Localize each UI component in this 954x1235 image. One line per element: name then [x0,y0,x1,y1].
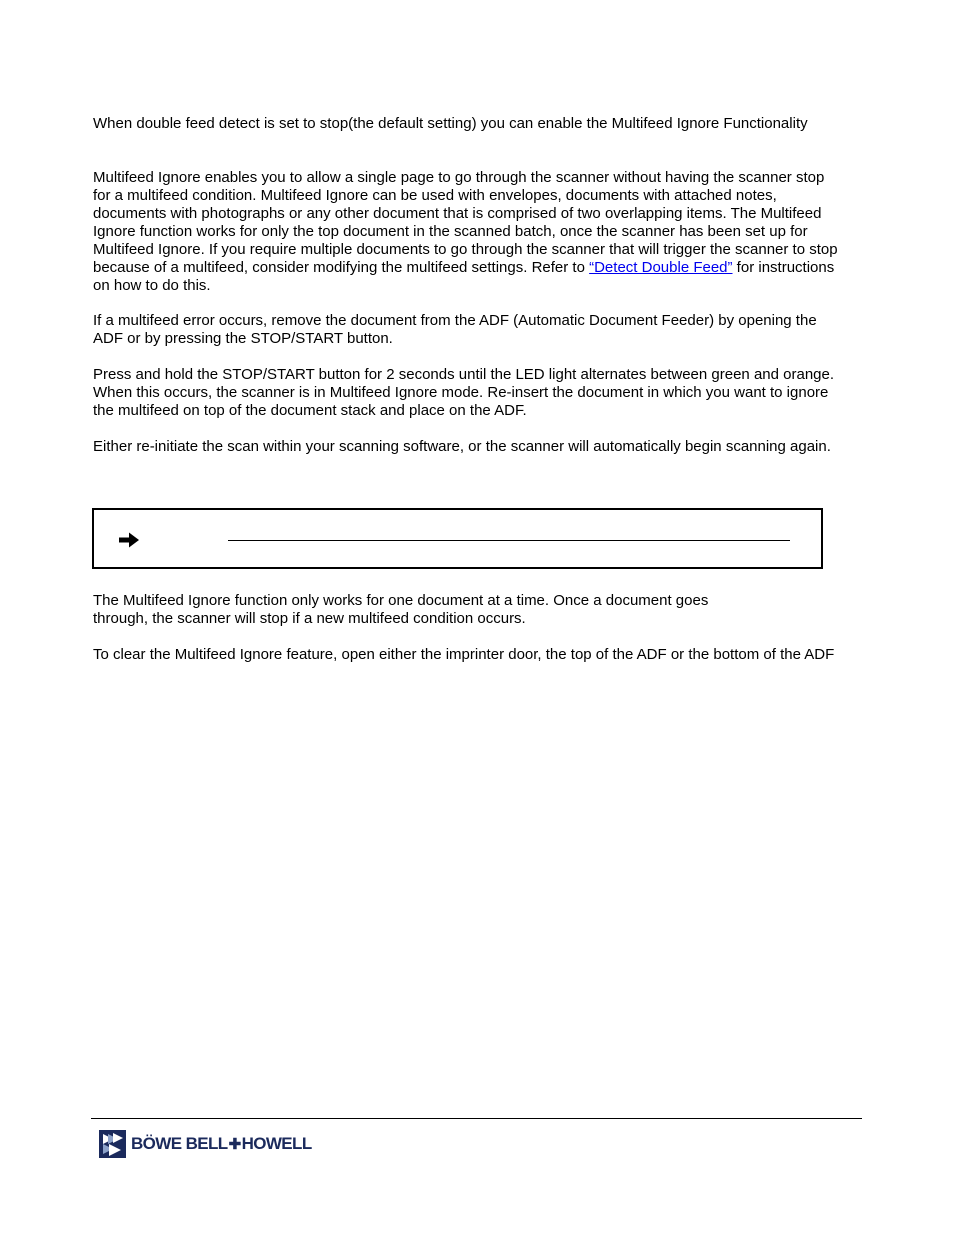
chevron-stripes-icon [99,1130,126,1158]
logo-wordmark-left: BÖWE BELL [131,1134,228,1153]
paragraph-clear-feature: To clear the Multifeed Ignore feature, open either the imprinter door, the top of the ADF or the bottom of the ADF [93,646,835,663]
paragraph-one-document: The Multifeed Ignore function only works for one document at a time. Once a document goes through, the scanner will stop if a new multifeed condition occurs. [93,592,709,627]
note-box [92,508,823,569]
paragraph-intro: When double feed detect is set to stop(the default setting) you can enable the Multifeed Ignore Functionality [93,115,808,132]
logo-plus-icon: ✚ [228,1136,241,1153]
logo-wordmark-right: HOWELL [241,1134,312,1153]
paragraph-multifeed-description-text: Multifeed Ignore enables you to allow a single page to go through the scanner without having the scanner stop for a multifeed condition. Multifeed Ignore can be used with envelopes, documents with attached notes, documents with photographs or any other document that is comprised of two overlapping items. The Multifeed Ignore function works for only the top document in the scanned batch, once the scanner has been set up for Multifeed Ignore. If you require multiple documents to go through the scanner that will trigger the scanner to stop because of a multifeed, consider modifying the multifeed settings. Refer to [93,169,838,276]
detect-double-feed-link[interactable]: “Detect Double Feed” [589,259,733,276]
note-divider [228,540,790,541]
paragraph-multifeed-error: If a multifeed error occurs, remove the document from the ADF (Automatic Document Feeder) by opening the ADF or by pressing the STOP/START button. [93,312,817,347]
paragraph-reinitiate-scan: Either re-initiate the scan within your scanning software, or the scanner will automatically begin scanning again. [93,438,831,455]
company-logo [99,1130,314,1160]
footer-divider [91,1118,862,1119]
right-arrow-icon [118,531,140,549]
paragraph-multifeed-description-tail: for instructions on how to do this. [93,259,835,294]
paragraph-press-hold: Press and hold the STOP/START button for 2 seconds until the LED light alternates between green and orange. When this occurs, the scanner is in Multifeed Ignore mode. Re-insert the document in which you want to ignore the multifeed on top of the document stack and place on the ADF. [93,366,835,419]
paragraph-multifeed-description [93,169,838,295]
logo-wordmark [131,1133,312,1156]
